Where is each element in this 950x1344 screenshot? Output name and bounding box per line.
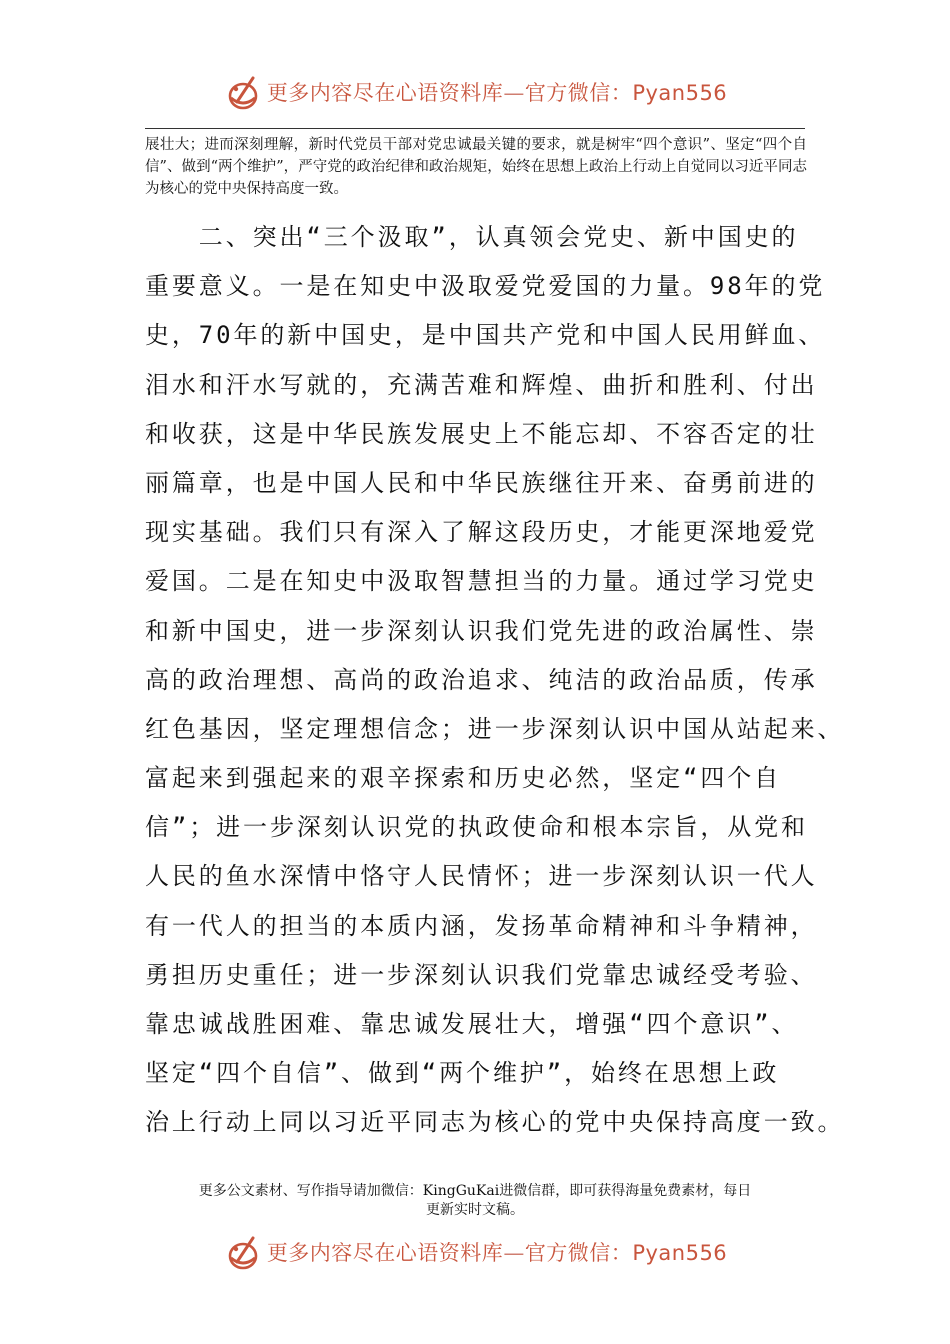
header-divider — [145, 128, 805, 129]
footer-note-line: 更新实时文稿。 — [426, 1202, 524, 1218]
previous-paragraph-line: 坚定“四个自信”、做到“两个维护”，严守党的政治纪律和政治规矩，始终在思想上政 — [145, 137, 807, 175]
mortar-pestle-logo-icon — [223, 72, 263, 112]
header-banner — [0, 70, 950, 114]
banner-wechat-id: Pyan556 — [632, 1241, 728, 1265]
body-line: 有一代人的担当的本质内涵，发扬革命精神和斗争精神， — [145, 911, 818, 940]
previous-paragraph-line: 展壮大；进而深刻理解，新时代党员干部对党忠诚最关键的要求，就是树牢“四个意识”、 — [145, 137, 726, 153]
banner-main: 更多内容尽在心语资料库 — [266, 1241, 504, 1265]
mortar-pestle-logo-icon — [223, 1232, 263, 1272]
body-line: 靠忠诚战胜困难、靠忠诚发展壮大，增强“四个意识”、 — [145, 1010, 799, 1038]
banner-main: 更多内容尽在心语资料库 — [266, 81, 504, 105]
banner-text — [267, 77, 727, 107]
body-line: 泪水和汗水写就的，充满苦难和辉煌、曲折和胜利、付出 — [145, 370, 818, 399]
body-line: 重要意义。一是在知史中汲取爱党爱国的力量。98年的党 — [145, 272, 826, 301]
body-line: 高的政治理想、高尚的政治追求、纯洁的政治品质，传承 — [145, 665, 818, 694]
body-line: 红色基因，坚定理想信念；进一步深刻认识中国从站起来、 — [145, 714, 845, 743]
body-line: 坚定“四个自信”、做到“两个维护”，始终在思想上政 — [145, 1059, 780, 1088]
body-line: 和新中国史，进一步深刻认识我们党先进的政治属性、崇 — [145, 616, 818, 645]
body-line: 和收获，这是中华民族发展史上不能忘却、不容否定的壮 — [145, 419, 818, 448]
footer-note — [145, 1182, 805, 1220]
body-line: 二、突出“三个汲取”，认真领会党史、新中国史的 — [145, 223, 799, 251]
banner-text — [267, 1237, 727, 1267]
banner-dash: — — [503, 1241, 525, 1265]
body-line: 人民的鱼水深情中恪守人民情怀；进一步深刻认识一代人 — [145, 862, 818, 891]
body-line: 史，70年的新中国史，是中国共产党和中国人民用鲜血、 — [145, 321, 826, 350]
body-line: 治上行动上同以习近平同志为核心的党中央保持高度一致。 — [145, 1108, 845, 1137]
body-line: 爱国。二是在知史中汲取智慧担当的力量。通过学习党史 — [145, 567, 818, 596]
body-line: 富起来到强起来的艰辛探索和历史必然，坚定“四个自 — [145, 764, 782, 793]
section-two-body — [145, 213, 845, 1148]
body-line: 丽篇章，也是中国人民和中华民族继往开来、奋勇前进的 — [145, 468, 818, 497]
previous-paragraph-line: 治上行动上自觉同以习近平同志为核心的党中央保持高度一致。 — [145, 159, 807, 197]
footer-banner — [0, 1230, 950, 1274]
previous-paragraph — [145, 134, 807, 200]
body-line: 信”；进一步深刻认识党的执政使命和根本宗旨，从党和 — [145, 813, 808, 842]
banner-wechat-id: Pyan556 — [632, 81, 728, 105]
banner-official: 官方微信： — [524, 81, 633, 105]
footer-note-line: 更多公文素材、写作指导请加微信：KingGuKai进微信群，即可获得海量免费素材，每日 — [198, 1183, 752, 1199]
banner-dash: — — [503, 81, 525, 105]
body-line: 勇担历史重任；进一步深刻认识我们党靠忠诚经受考验、 — [145, 960, 818, 989]
banner-official: 官方微信： — [524, 1241, 633, 1265]
body-line: 现实基础。我们只有深入了解这段历史，才能更深地爱党 — [145, 518, 818, 547]
